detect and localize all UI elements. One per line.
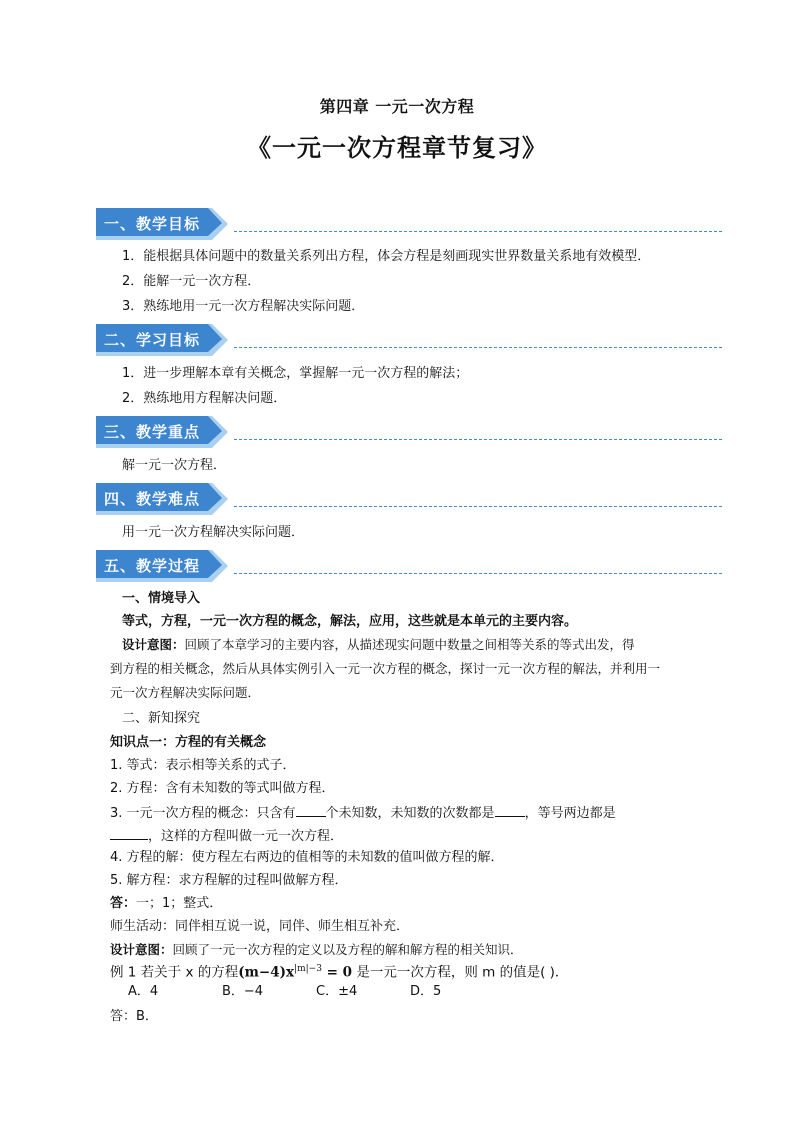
section-title: 三、教学重点 bbox=[104, 423, 201, 441]
concept-item-4: 4. 方程的解：使方程左右两边的值相等的未知数的值叫做方程的解． bbox=[110, 850, 504, 865]
design-note-2 bbox=[110, 941, 523, 959]
example-1-prefix: 例 1 若关于 x 的方程 bbox=[110, 964, 239, 981]
design-note-label: 设计意图： bbox=[110, 942, 173, 957]
learning-goal-1: 1．进一步理解本章有关概念，掌握解一元一次方程的解法； bbox=[122, 366, 469, 381]
concept-item-3-part-d: ，这样的方程叫做一元一次方程． bbox=[148, 829, 344, 844]
teaching-goal-3: 3．熟练地用一元一次方程解决实际问题． bbox=[122, 299, 365, 314]
example-1-suffix: 是一元一次方程，则 m 的值是( )． bbox=[352, 964, 569, 981]
teacher-student-activity: 师生活动：同伴相互说一说，同伴、师生相互补充． bbox=[110, 919, 410, 934]
concept-item-3-part-b: 个未知数，未知数的次数都是 bbox=[325, 806, 495, 821]
design-note-1-line-3: 元一次方程解决实际问题． bbox=[110, 685, 261, 700]
section-header-process bbox=[96, 548, 722, 582]
design-note-text: 回顾了本章学习的主要内容，从描述现实问题中数量之间相等关系的等式出发，得 bbox=[184, 637, 635, 652]
answer-text: 一；1；整式． bbox=[136, 896, 223, 911]
section-header-key-point bbox=[96, 414, 722, 448]
section-header-difficulty bbox=[96, 481, 722, 515]
example-exponent: |m|−3 bbox=[294, 964, 322, 974]
knowledge-point-1: 知识点一：方程的有关概念 bbox=[110, 735, 267, 750]
teaching-goal-2: 2．能解一元一次方程． bbox=[122, 274, 261, 289]
section-title: 四、教学难点 bbox=[104, 490, 201, 508]
option-c: C．±4 bbox=[316, 984, 358, 999]
design-note-1-line-1 bbox=[122, 636, 635, 654]
example-1 bbox=[110, 960, 568, 982]
concept-item-3 bbox=[110, 803, 616, 823]
option-d: D．5 bbox=[410, 984, 442, 999]
concept-item-2: 2. 方程：含有未知数的等式叫做方程． bbox=[110, 781, 335, 796]
document-title: 《一元一次方程章节复习》 bbox=[247, 134, 547, 162]
chapter-heading: 第四章 一元一次方程 bbox=[319, 97, 475, 116]
section-header-teaching-goals bbox=[96, 206, 722, 240]
answer-2: 答：B． bbox=[110, 1009, 158, 1024]
intro-text: 等式，方程，一元一次方程的概念，解法，应用，这些就是本单元的主要内容。 bbox=[122, 614, 578, 629]
section-header-learning-goals bbox=[96, 322, 722, 356]
option-b: B．−4 bbox=[222, 984, 264, 999]
concept-item-5: 5. 解方程：求方程解的过程叫做解方程． bbox=[110, 873, 348, 888]
section-tab bbox=[96, 414, 234, 448]
learning-goal-2: 2．熟练地用方程解决问题． bbox=[122, 391, 287, 406]
dashed-divider bbox=[234, 231, 722, 232]
concept-item-1: 1. 等式：表示相等关系的式子． bbox=[110, 758, 296, 773]
explore-heading: 二、新知探究 bbox=[122, 711, 201, 726]
design-note-label: 设计意图： bbox=[122, 637, 185, 652]
design-note-1-line-2: 到方程的相关概念，然后从具体实例引入一元一次方程的概念，探讨一元一次方程的解法，并利用一 bbox=[110, 661, 661, 676]
fill-blank bbox=[495, 803, 525, 817]
design-note-text: 回顾了一元一次方程的定义以及方程的解和解方程的相关知识． bbox=[172, 942, 523, 957]
fill-blank bbox=[110, 826, 148, 840]
concept-item-3-continued bbox=[110, 826, 343, 846]
section-tab bbox=[96, 322, 234, 356]
teaching-goal-1: 1．能根据具体问题中的数量关系列出方程，体会方程是刻画现实世界数量关系地有效模型． bbox=[122, 249, 651, 264]
example-equation-rhs: = 0 bbox=[321, 964, 353, 981]
section-title: 二、学习目标 bbox=[104, 331, 201, 349]
section-title: 五、教学过程 bbox=[104, 557, 201, 575]
dashed-divider bbox=[234, 439, 722, 440]
answer-label: 答： bbox=[110, 896, 137, 911]
key-point-text: 解一元一次方程． bbox=[122, 458, 227, 473]
dashed-divider bbox=[234, 573, 722, 574]
dashed-divider bbox=[234, 506, 722, 507]
example-options bbox=[128, 983, 504, 1001]
answer-1 bbox=[110, 895, 222, 913]
fill-blank bbox=[296, 803, 326, 817]
concept-item-3-part-c: ，等号两边都是 bbox=[524, 806, 616, 821]
section-tab bbox=[96, 206, 234, 240]
intro-heading: 一、情境导入 bbox=[122, 591, 201, 606]
difficulty-text: 用一元一次方程解决实际问题． bbox=[122, 525, 305, 540]
dashed-divider bbox=[234, 347, 722, 348]
option-a: A．4 bbox=[128, 984, 159, 999]
section-title: 一、教学目标 bbox=[104, 215, 201, 233]
section-tab bbox=[96, 481, 234, 515]
concept-item-3-part-a: 3. 一元一次方程的概念：只含有 bbox=[110, 806, 296, 821]
example-equation: (m−4)x bbox=[238, 964, 295, 981]
section-tab bbox=[96, 548, 234, 582]
